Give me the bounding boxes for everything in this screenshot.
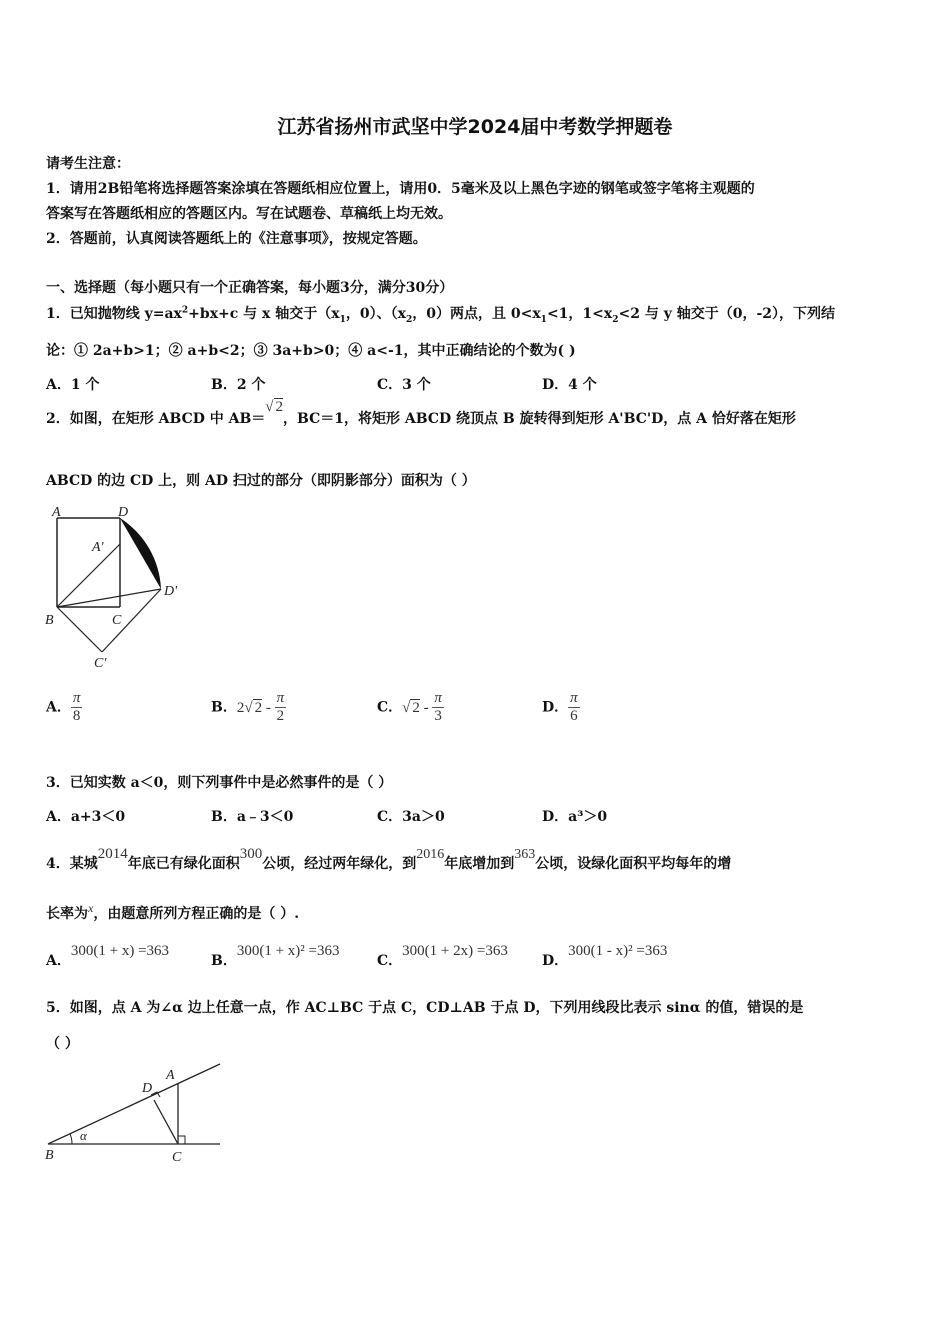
- q4-stem: 4．某城2014年底已有绿化面积300公顷，经过两年绿化，到2016年底增加到363公顷，设绿化面积平均每年的增: [46, 846, 732, 872]
- q2-stem-line2: ABCD 的边 CD 上，则 AD 扫过的部分（即阴影部分）面积为（ ）: [46, 473, 476, 489]
- q1-stem-line2: 论：① 2a+b>1；② a+b<2；③ 3a+b>0；④ a<-1，其中正确结论的个数为( ): [46, 343, 576, 359]
- label-d: D: [118, 505, 129, 520]
- q2-option-d: D． $\frac{\pi}{6}$: [542, 690, 578, 724]
- q5-stem-line2: （ ）: [46, 1036, 79, 1052]
- q3-stem: 3．已知实数 a＜0，则下列事件中是必然事件的是（ ）: [46, 775, 393, 791]
- q1-stem: 1．已知抛物线 $y=ax^2+bx+c$ 与 x 轴交于（$x_1$，0）、（$x_2$，0）两点，且 $0<x_1<1$，$1<x_2<2$ 与 y 轴交于（0，-2），下列结: [46, 305, 836, 325]
- q4-option-d: D．300(1 - x)² =363: [542, 943, 668, 969]
- q5-stem: 5．如图，点 A 为∠α 边上任意一点，作 AC⊥BC 于点 C，CD⊥AB 于点 D，下列用线段比表示 sinα 的值，错误的是: [46, 1000, 804, 1016]
- notice-heading: 请考生注意：: [46, 156, 130, 172]
- q4-option-c: C．300(1 + 2x) =363: [377, 943, 508, 969]
- shaded-sweep: [57, 518, 161, 589]
- q3-option-c: C．3a＞0: [377, 809, 445, 825]
- q2-option-c: C．√ 2 - $\frac{\pi}{3}$: [377, 690, 442, 724]
- label-a: A: [166, 1068, 175, 1083]
- q2-option-a: A． $\frac{\pi}{8}$: [46, 690, 81, 724]
- label-d-prime: D': [164, 584, 178, 599]
- q1-option-b: B．2 个: [211, 377, 266, 393]
- q3-option-b: B．a﹣3＜0: [211, 809, 294, 825]
- notice-line-2: 2．答题前，认真阅读答题纸上的《注意事项》，按规定答题。: [46, 231, 427, 247]
- q4-stem-line2: 长率为x，由题意所列方程正确的是（ ）.: [46, 901, 300, 922]
- q4-option-a: A．300(1 + x) =363: [46, 943, 170, 969]
- label-c: C: [172, 1150, 182, 1165]
- page-title: 江苏省扬州市武坚中学2024届中考数学押题卷: [277, 116, 673, 138]
- q3-option-d: D．a³＞0: [542, 809, 608, 825]
- notice-line-1a: 1．请用2B铅笔将选择题答案涂填在答题纸相应位置上，请用0．5毫米及以上黑色字迹的钢笔或签字笔将主观题的: [46, 181, 755, 197]
- section-heading: 一、选择题（每小题只有一个正确答案，每小题3分，满分30分）: [46, 280, 454, 296]
- label-a: A: [52, 505, 61, 520]
- label-alpha: α: [80, 1128, 87, 1143]
- q1-option-c: C．3 个: [377, 377, 431, 393]
- notice-line-1b: 答案写在答题纸相应的答题区内。写在试题卷、草稿纸上均无效。: [46, 206, 452, 222]
- q2-option-b: B．2√ 2 - $\frac{\pi}{2}$: [211, 690, 285, 724]
- q5-angle-figure: [42, 1062, 224, 1166]
- label-d: D: [142, 1081, 153, 1096]
- q3-option-a: A．a+3＜0: [46, 809, 126, 825]
- label-b: B: [45, 613, 54, 628]
- label-c: C: [112, 613, 122, 628]
- q2-rotation-figure: [40, 500, 200, 675]
- label-a-prime: A': [92, 540, 104, 555]
- label-b: B: [45, 1148, 54, 1163]
- q4-option-b: B．300(1 + x)² =363: [211, 943, 340, 969]
- q1-option-a: A．1 个: [46, 377, 100, 393]
- label-c-prime: C': [94, 656, 107, 671]
- q2-stem: 2．如图，在矩形 ABCD 中 AB＝√ 2，BC＝1，将矩形 ABCD 绕顶点 B 旋转得到矩形 A'BC'D，点 A 恰好落在矩形: [46, 399, 796, 427]
- q1-option-d: D．4 个: [542, 377, 597, 393]
